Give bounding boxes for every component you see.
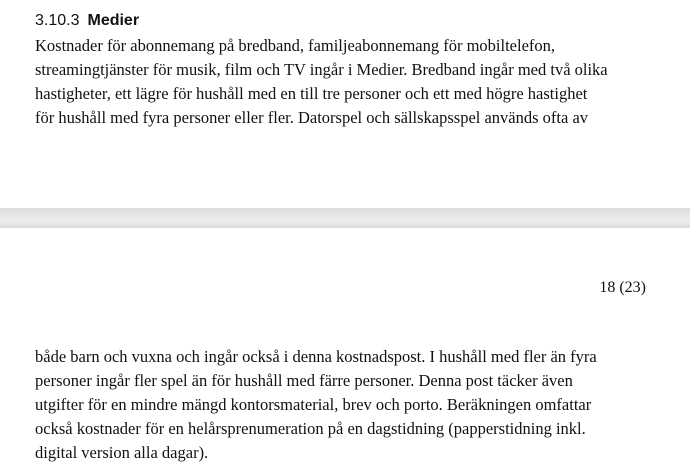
text-line: utgifter för en mindre mängd kontorsmaterial, brev och porto. Beräkningen omfattar <box>35 395 592 414</box>
page-separator <box>0 208 690 228</box>
text-line: Kostnader för abonnemang på bredband, familjeabonnemang för mobiltelefon, <box>35 36 556 55</box>
section-title: Medier <box>87 12 140 29</box>
page-top <box>0 0 690 208</box>
paragraph-bottom <box>35 345 597 465</box>
paragraph-top <box>35 34 608 130</box>
text-line: både barn och vuxna och ingår också i denna kostnadspost. I hushåll med fler än fyra <box>35 347 597 366</box>
section-number: 3.10.3 <box>35 12 80 29</box>
page-number: 18 (23) <box>599 279 646 296</box>
text-line: hastigheter, ett lägre för hushåll med en till tre personer och ett med högre hastighet <box>35 84 588 103</box>
text-line: för hushåll med fyra personer eller fler. Datorspel och sällskapsspel används ofta av <box>35 108 589 127</box>
text-line: digital version alla dagar). <box>35 443 209 462</box>
text-line: också kostnader för en helårsprenumeration på en dagstidning (papperstidning inkl. <box>35 419 586 438</box>
section-heading <box>35 12 139 30</box>
text-line: streamingtjänster för musik, film och TV ingår i Medier. Bredband ingår med två olika <box>35 60 608 79</box>
text-line: personer ingår fler spel än för hushåll med färre personer. Denna post täcker även <box>35 371 573 390</box>
